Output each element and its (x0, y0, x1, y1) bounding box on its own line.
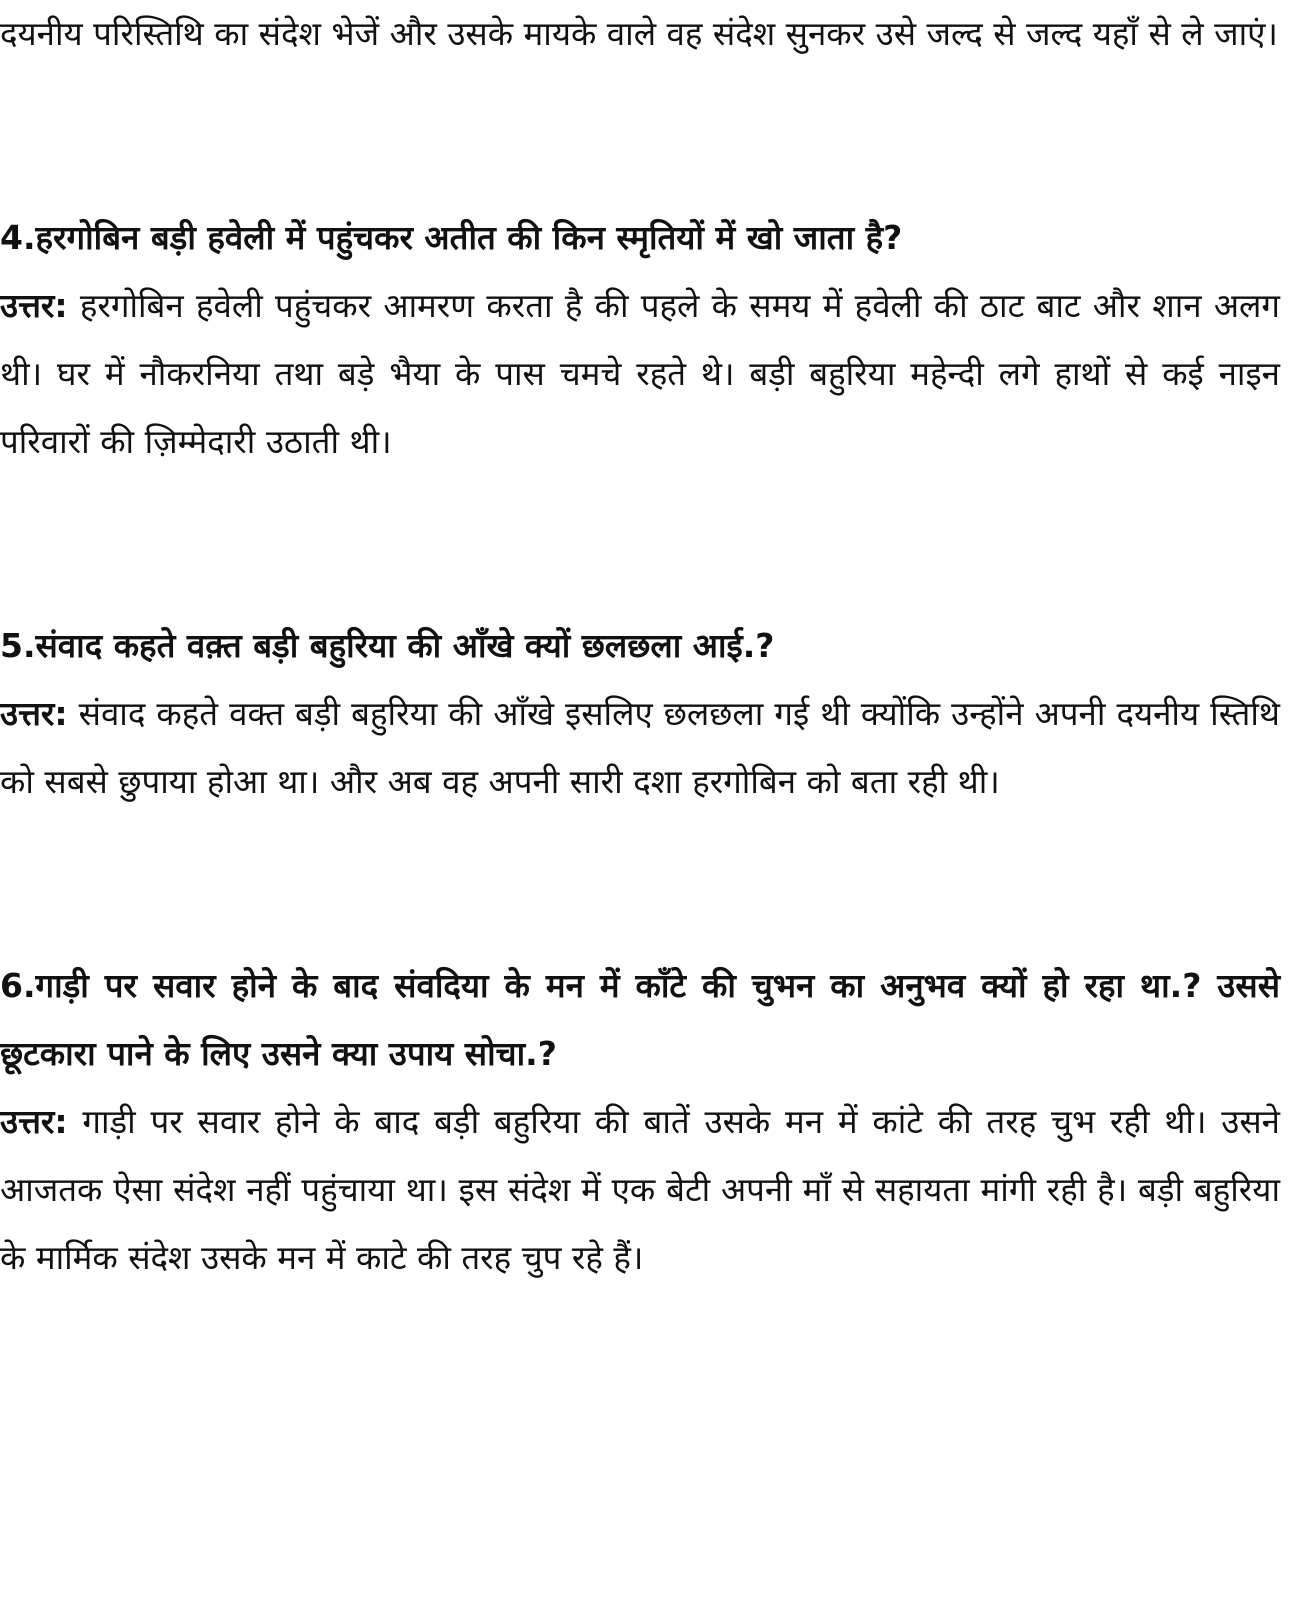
answer-label: उत्तर: (0, 694, 68, 733)
question-block-5 (0, 612, 1280, 816)
intro-paragraph: दयनीय परिस्तिथि का संदेश भेजें और उसके मायके वाले वह संदेश सुनकर उसे जल्द से जल्द यहाँ से ले जाएं। (0, 14, 1278, 53)
answer-paragraph (0, 272, 1280, 476)
question-heading: 5.संवाद कहते वक़्त बड़ी बहुरिया की आँखे क्यों छलछला आई.? (0, 626, 775, 665)
spacer (0, 476, 1280, 612)
question-block-4 (0, 204, 1280, 476)
spacer (0, 68, 1280, 204)
question-heading: 4.हरगोबिन बड़ी हवेली में पहुंचकर अतीत की किन स्मृतियों में खो जाता है? (0, 218, 903, 257)
answer-text: हरगोबिन हवेली पहुंचकर आमरण करता है की पहले के समय में हवेली की ठाट बाट और शान अलग थी। घर में नौकरनिया तथा बड़े भैया के पास चमचे रहते थे। बड़ी बहुरिया महेन्दी लगे हाथों से कई नाइन परिवारों की ज़िम्मेदारी उठाती थी। (0, 286, 1280, 461)
answer-text: संवाद कहते वक्त बड़ी बहुरिया की आँखे इसलिए छलछला गई थी क्योंकि उन्होंने अपनी दयनीय स्तिथि को सबसे छुपाया होआ था। और अब वह अपनी सारी दशा हरगोबिन को बता रही थी। (0, 694, 1280, 801)
answer-paragraph (0, 680, 1280, 816)
question-heading: 6.गाड़ी पर सवार होने के बाद संवदिया के मन में काँटे की चुभन का अनुभव क्यों हो रहा था.? उससे छूटकारा पाने के लिए उसने क्या उपाय सोचा.? (0, 966, 1280, 1073)
answer-text: गाड़ी पर सवार होने के बाद बड़ी बहुरिया की बातें उसके मन में कांटे की तरह चुभ रही थी। उसने आजतक ऐसा संदेश नहीं पहुंचाया था। इस संदेश में एक बेटी अपनी माँ से सहायता मांगी रही है। बड़ी बहुरिया के मार्मिक संदेश उसके मन में काटे की तरह चुप रहे हैं। (0, 1102, 1280, 1277)
answer-paragraph (0, 1088, 1280, 1292)
answer-label: उत्तर: (0, 1102, 68, 1141)
spacer (0, 816, 1280, 952)
question-block-6 (0, 952, 1280, 1292)
answer-label: उत्तर: (0, 286, 68, 325)
